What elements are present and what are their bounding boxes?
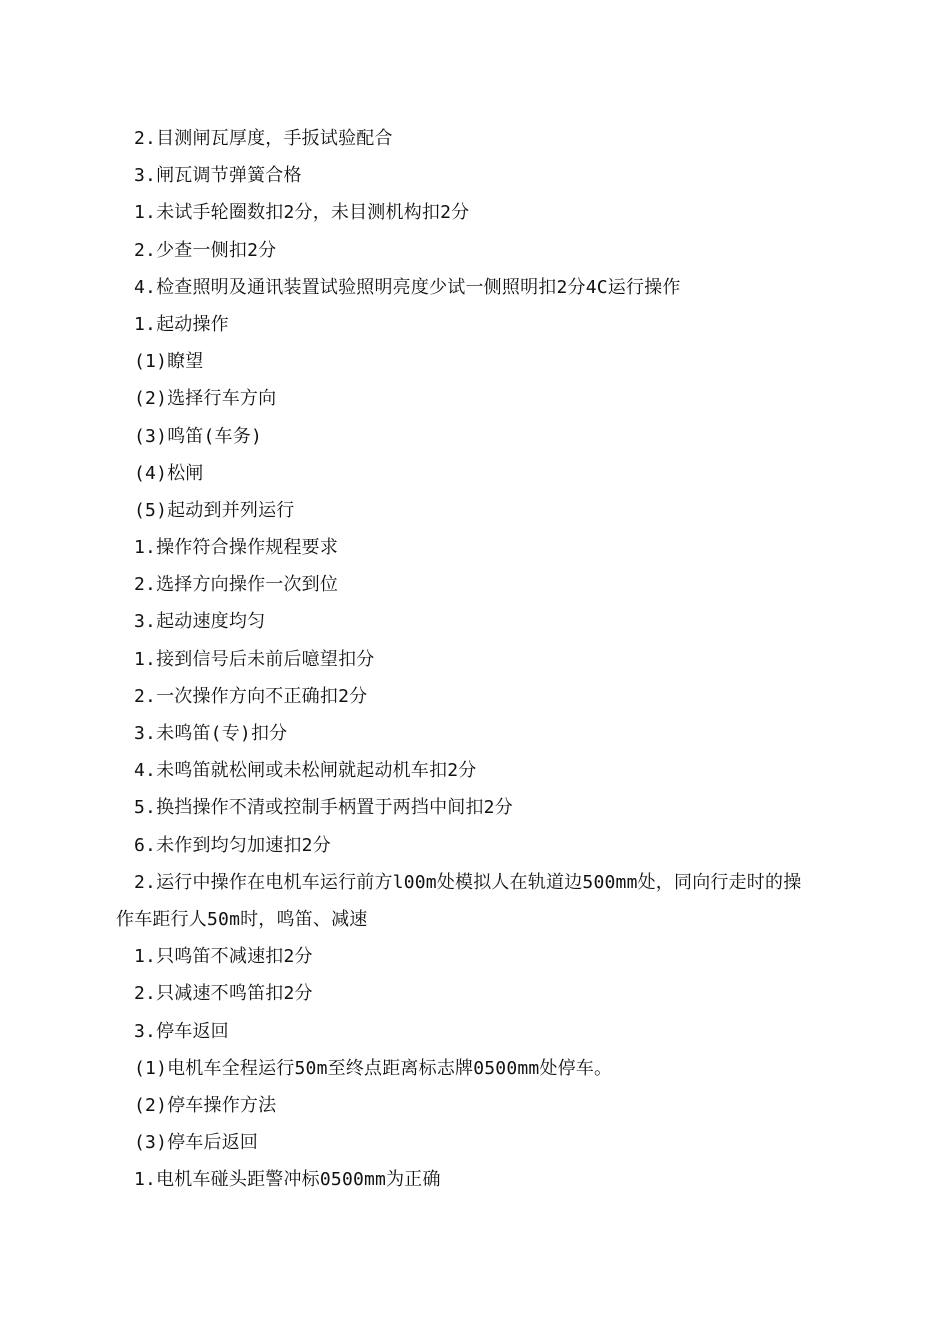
text-line: 4.检查照明及通讯装置试验照明亮度少试一侧照明扣2分4C运行操作 [134, 276, 681, 298]
text-line: 4.未鸣笛就松闸或未松闸就起动机车扣2分 [134, 760, 477, 782]
text-line: 1.电机车碰头距警冲标0500mm为正确 [134, 1169, 441, 1191]
text-line: (1)瞭望 [134, 351, 204, 373]
text-line: 1.接到信号后未前后噫望扣分 [134, 648, 375, 670]
text-line: 1.起动操作 [134, 313, 229, 335]
text-line: 1.未试手轮圈数扣2分，未目测机构扣2分 [134, 202, 470, 224]
document-body [116, 120, 840, 1198]
text-line: 3.未鸣笛(专)扣分 [134, 723, 288, 744]
text-line: 2.少查一侧扣2分 [134, 239, 277, 261]
text-line: 2.只减速不鸣笛扣2分 [134, 983, 313, 1005]
text-line: 6.未作到均匀加速扣2分 [134, 834, 331, 856]
text-line: 2.目测闸瓦厚度，手扳试验配合 [134, 128, 393, 149]
text-line: (3)鸣笛(车务) [134, 425, 262, 447]
text-line: 3.起动速度均匀 [134, 611, 266, 633]
text-line: (1)电机车全程运行50m至终点距离标志牌0500mm处停车。 [134, 1057, 613, 1079]
text-line: 1.只鸣笛不减速扣2分 [134, 946, 313, 968]
text-line: 3.停车返回 [134, 1020, 229, 1042]
text-line: 1.操作符合操作规程要求 [134, 537, 339, 559]
text-line: (5)起动到并列运行 [134, 499, 295, 521]
text-line: 2.选择方向操作一次到位 [134, 574, 339, 596]
text-line: 2.一次操作方向不正确扣2分 [134, 685, 368, 707]
text-line: (2)选择行车方向 [134, 388, 277, 410]
text-line: 作车距行人50m时，鸣笛、减速 [116, 908, 368, 930]
text-line: (4)松闸 [134, 462, 204, 484]
text-line: 2.运行中操作在电机车运行前方l00m处模拟人在轨道边500mm处，同向行走时的操 [134, 871, 802, 893]
text-line: 5.换挡操作不清或控制手柄置于两挡中间扣2分 [134, 797, 513, 819]
text-line: (2)停车操作方法 [134, 1094, 277, 1116]
text-line: 3.闸瓦调节弹簧合格 [134, 165, 302, 187]
text-line: (3)停车后返回 [134, 1132, 259, 1154]
